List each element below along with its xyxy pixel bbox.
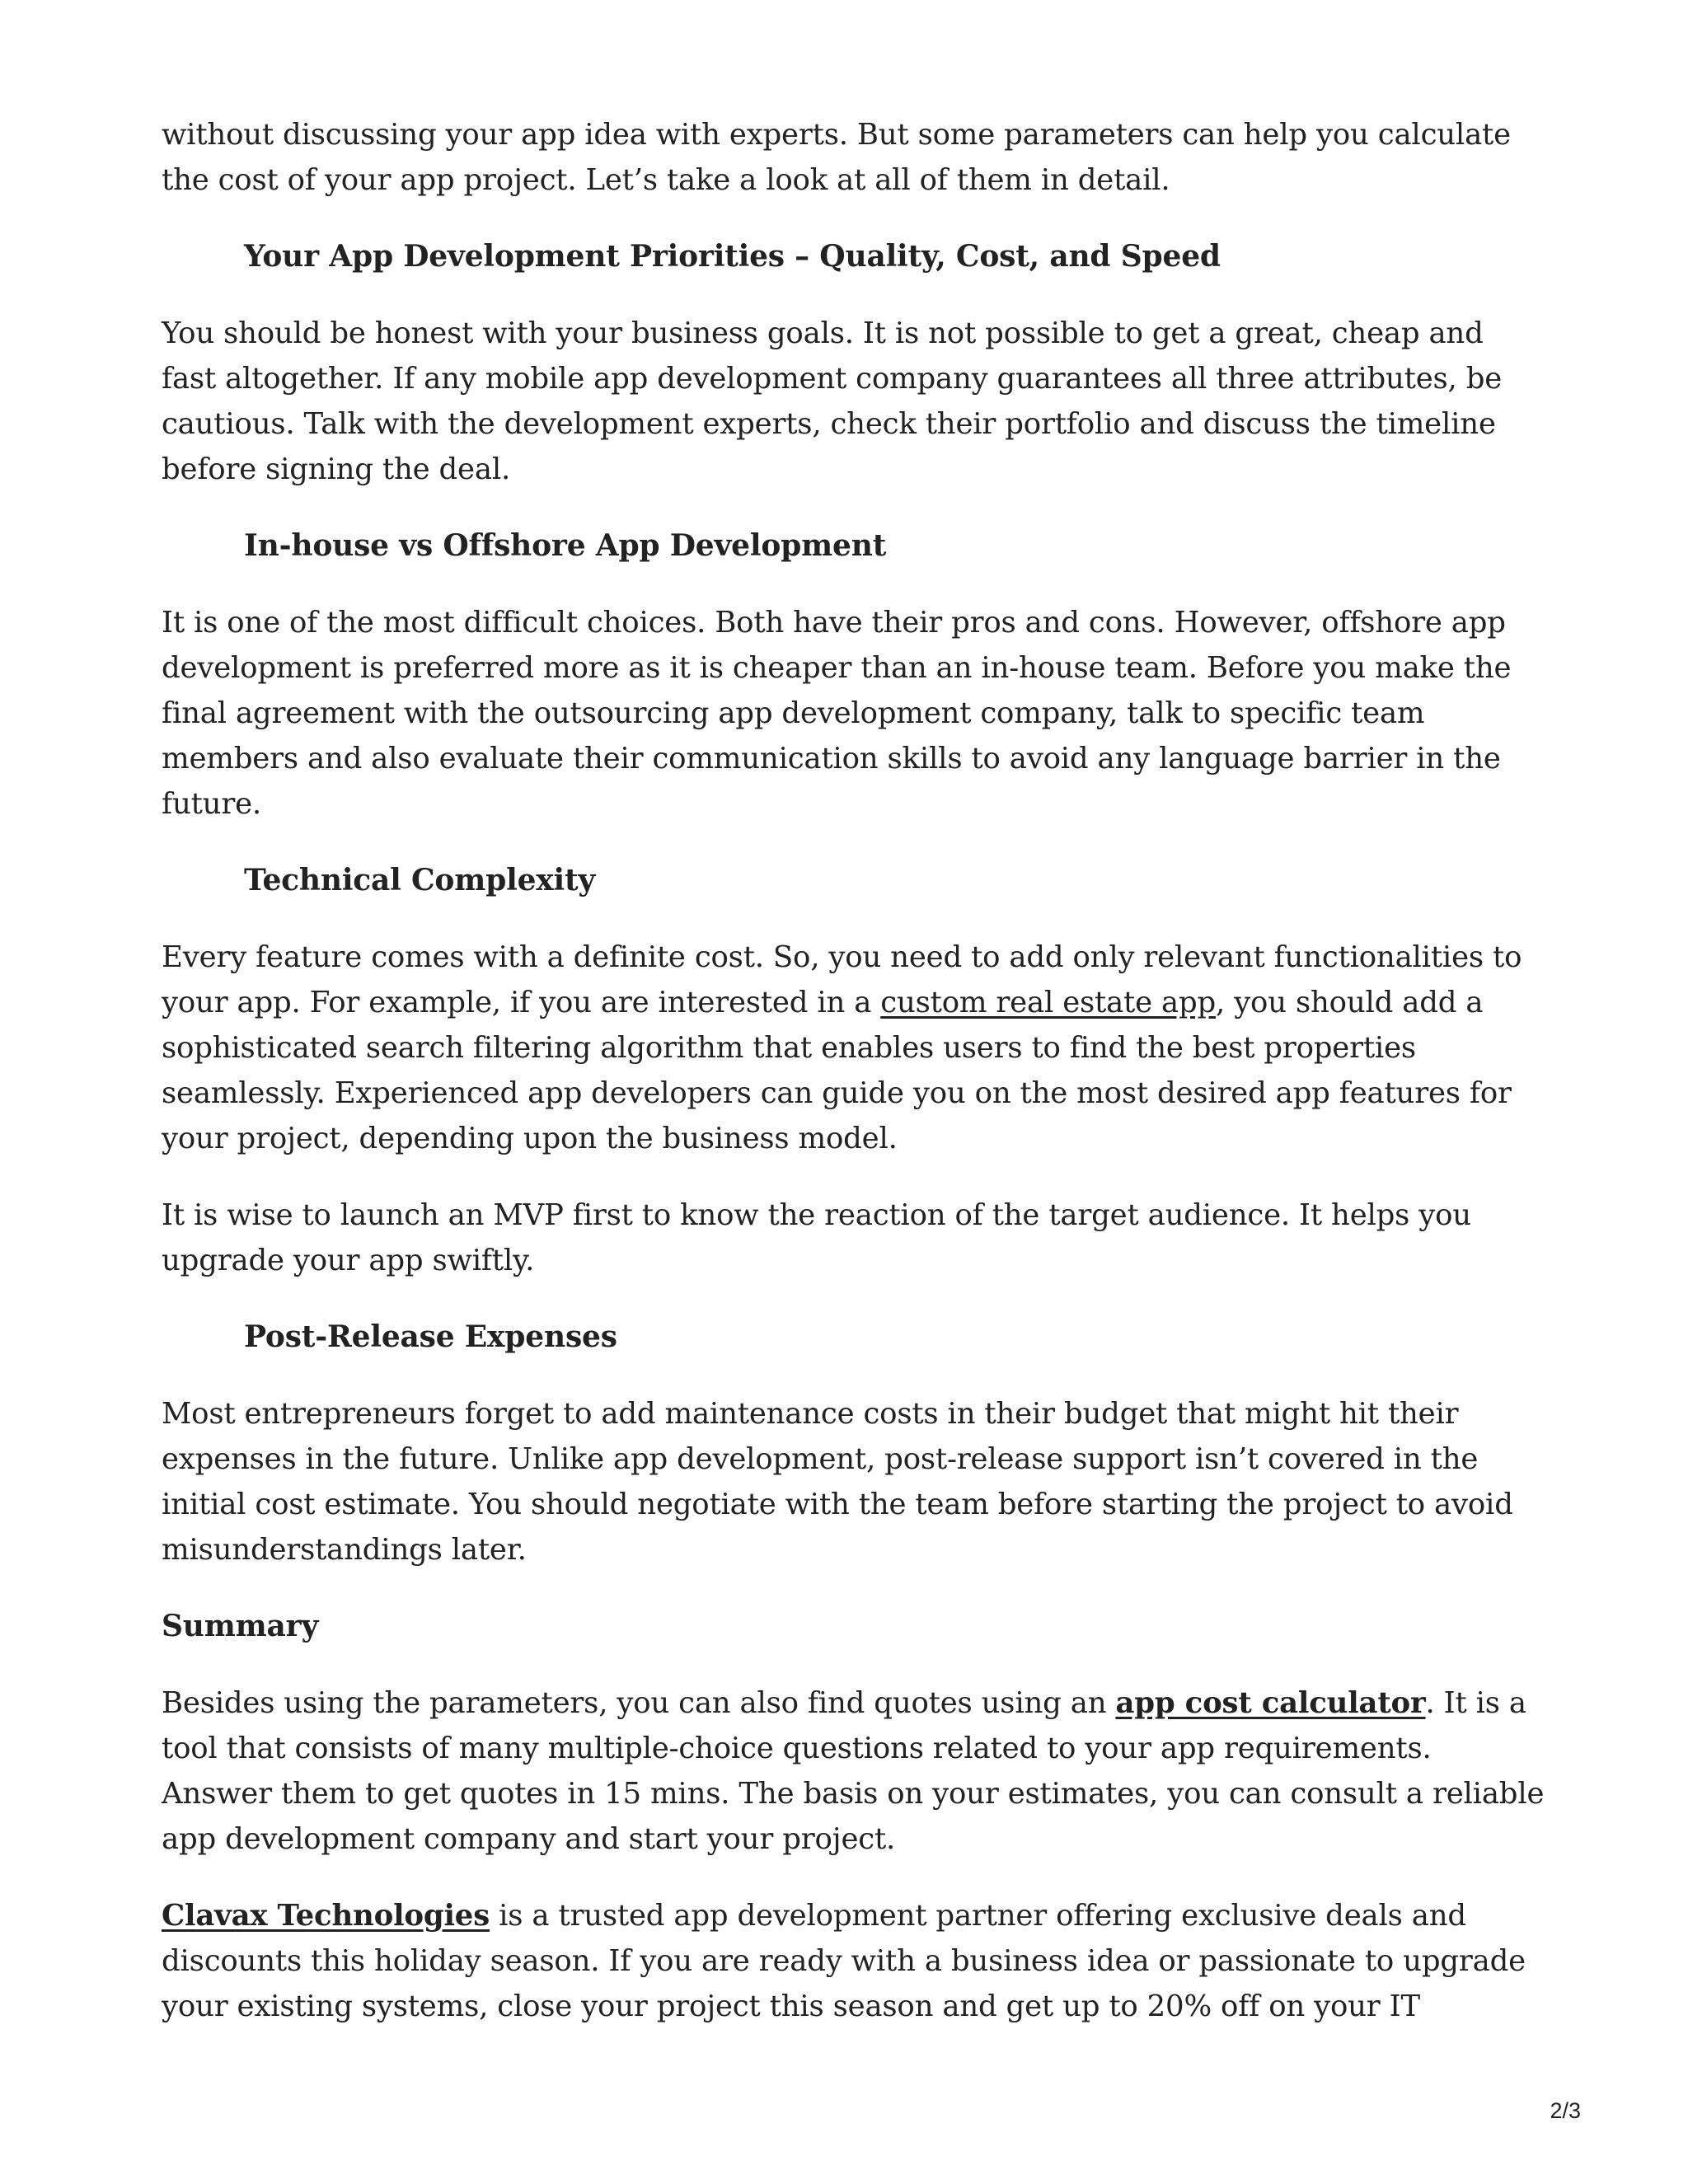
intro-paragraph: without discussing your app idea with experts. But some parameters can help you calculate the cost of your app project. Let’s take a look at all of them in detail. bbox=[162, 118, 1511, 197]
paragraph-priorities: You should be honest with your business goals. It is not possible to get a great, cheap and fast altogether. If any mobile app development company guarantees all three attributes, be cautious. Talk with the development experts, check their portfolio and discuss the timeline before signing the deal. bbox=[162, 316, 1503, 486]
paragraph-technical-complexity bbox=[162, 935, 1546, 1161]
heading-inhouse-offshore: In-house vs Offshore App Development bbox=[244, 528, 887, 563]
complexity-text-after-link: , you should add a sophisticated search filtering algorithm that enables users to find the best properties seamlessly. Experienced app developers can guide you on the most desired app features for your project, depending upon the business model. bbox=[162, 986, 1512, 1155]
complexity-text-before-link: Every feature comes with a definite cost. So, you need to add only relevant functionalities to your app. For example, if you are interested in a bbox=[162, 940, 1522, 1019]
paragraph-summary bbox=[162, 1680, 1546, 1862]
heading-priorities: Your App Development Priorities – Quality, Cost, and Speed bbox=[244, 239, 1221, 274]
page-number: 2/3 bbox=[1550, 2098, 1581, 2123]
heading-summary: Summary bbox=[162, 1609, 319, 1643]
paragraph-post-release: Most entrepreneurs forget to add maintenance costs in their budget that might hit their expenses in the future. Unlike app development, post-release support isn’t covered in the initial cost estimate. You should negotiate with the team before starting the project to avoid misunderstandings later. bbox=[162, 1397, 1513, 1567]
heading-technical-complexity: Technical Complexity bbox=[244, 863, 596, 898]
paragraph-clavax bbox=[162, 1893, 1546, 2029]
heading-post-release: Post-Release Expenses bbox=[244, 1319, 617, 1354]
clavax-technologies-link[interactable]: Clavax Technologies bbox=[162, 1899, 490, 1933]
summary-text-before-link: Besides using the parameters, you can also find quotes using an bbox=[162, 1686, 1116, 1720]
paragraph-mvp: It is wise to launch an MVP first to know the reaction of the target audience. It helps you upgrade your app swiftly. bbox=[162, 1198, 1471, 1277]
app-cost-calculator-link[interactable]: app cost calculator bbox=[1115, 1686, 1426, 1720]
paragraph-inhouse-offshore: It is one of the most difficult choices. Both have their pros and cons. However, offshore app development is preferred more as it is cheaper than an in-house team. Before you make the final agreement with the outsourcing app development company, talk to specific team members and also evaluate their communication skills to avoid any language barrier in the future. bbox=[162, 606, 1512, 821]
clavax-text: is a trusted app development partner offering exclusive deals and discounts this holiday season. If you are ready with a business idea or passionate to upgrade your existing systems, close your project this season and get up to 20% off on your IT bbox=[162, 1899, 1526, 2023]
document-page bbox=[162, 112, 1546, 2060]
summary-text-after-link: . It is a tool that consists of many multiple-choice questions related to your app requirements. Answer them to get quotes in 15 mins. The basis on your estimates, you can consult a reliable app development company and start your project. bbox=[162, 1686, 1545, 1856]
custom-real-estate-app-link[interactable]: custom real estate app bbox=[880, 986, 1217, 1019]
